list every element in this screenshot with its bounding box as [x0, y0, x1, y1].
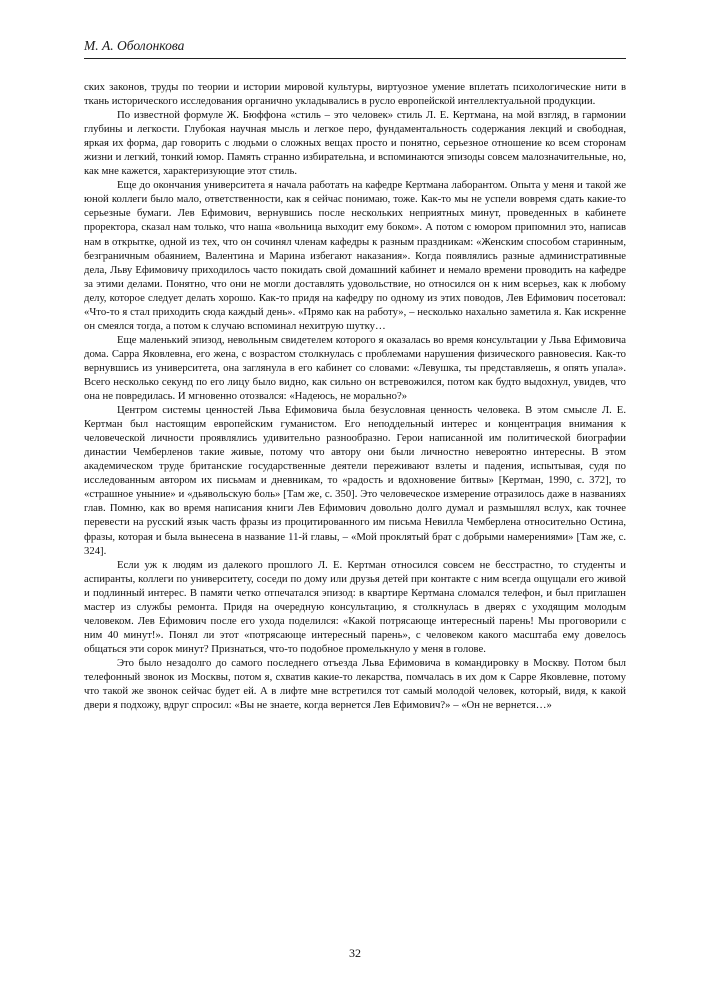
- paragraph: Если уж к людям из далекого прошлого Л. Е. Кертман относился совсем не бесстрастно, то студенты и аспиранты, коллеги по университету, соседи по дому или друзья детей при контакте с ним всегда ощущали его живой и подлинный интерес. В памяти четко отпечатался эпизод: в квартире Кертмана сломался телефон, и был приглашен мастер из службы ремонта. Придя на очередную консультацию, я столкнулась в дверях с уходящим молодым человеком. Лев Ефимович после его ухода поделился: «Какой потрясающе интересный парень! Мы проговорили с ним 40 минут!». Понял ли этот «потрясающе интересный парень», с человеком какого масштаба ему довелось общаться эти сорок минут? Признаться, что-то подобное промелькнуло у меня в голове.: [84, 558, 626, 655]
- running-head-author: М. А. Оболонкова: [84, 38, 185, 53]
- paragraph: Еще маленький эпизод, невольным свидетелем которого я оказалась во время консультации у Льва Ефимовича дома. Сарра Яковлевна, его жена, с возрастом столкнулась с проблемами нарушения физического равновесия. Как-то вернувшись из университета, она заглянула в его кабинет со словами: «Левушка, ты представляешь, я опять упала». Всего несколько секунд по его лицу было видно, как сильно он встревожился, потом как будто выдохнул, увидев, что она не повредилась. И мгновенно отозвался: «Надеюсь, не морально?»: [84, 333, 626, 403]
- header-rule: [84, 58, 626, 59]
- paragraph: Еще до окончания университета я начала работать на кафедре Кертмана лаборантом. Опыта у меня и такой же юной коллеги было мало, ответственности, как я сейчас понимаю, тоже. Как-то мы не успели вовремя сдать какие-то серьезные бумаги. Лев Ефимович, вернувшись после нескольких неприятных минут, проведенных в кабинете проректора, сказал нам только, что наша «вольница выходит ему боком». А потом с юмором припомнил это, написав нам в открытке, одной из тех, что он сочинял членам кафедры к разным праздникам: «Женским способом старинным, безграничным обаянием, Валентина и Марина избегают наказания». Когда появлялись разные административные дела, Льву Ефимовичу приходилось часто покидать свой домашний кабинет и немало времени проводить на кафедре за этими делами. Понятно, что они не могли доставлять удовольствие, но относился он к ним всерьез, как к любому делу, которое следует делать хорошо. Как-то придя на кафедру по одному из этих поводов, Лев Ефимович посетовал: «Что-то я стал приходить сюда каждый день». «Прямо как на работу», – несколько нахально заметила я. Как искренне он смеялся тогда, а потом к случаю вспоминал нехитрую шутку…: [84, 179, 626, 332]
- page-number: 32: [349, 946, 361, 960]
- paragraph-continuation: ских законов, труды по теории и истории мировой культуры, виртуозное умение вплетать психологические нити в ткань исторического исследования органично укладывались в русло европейской интеллектуальной продукции.: [84, 81, 626, 108]
- body-text: [84, 80, 626, 712]
- paragraph: По известной формуле Ж. Бюффона «стиль – это человек» стиль Л. Е. Кертмана, на мой взгляд, в гармонии глубины и легкости. Глубокая научная мысль и легкое перо, фундаментальность содержания лекций и свободная, яркая их форма, дар говорить с людьми о сложных вещах просто и понятно, серьезное отношение ко всем сторонам жизни и легкий, тонкий юмор. Память странно избирательна, и вспоминаются эпизоды совсем малозначительные, но, как мне кажется, характеризующие этот стиль.: [84, 109, 626, 178]
- paragraph: Это было незадолго до самого последнего отъезда Льва Ефимовича в командировку в Москву. Потом был телефонный звонок из Москвы, потом я, схватив какие-то лекарства, помчалась в их дом к Сарре Яковлевне, потому что такой же звонок сейчас будет ей. А в лифте мне встретился тот самый молодой человек, который, видя, к какой двери я подхожу, вдруг спросил: «Вы не знаете, когда вернется Лев Ефимович?» – «Он не вернется…»: [84, 656, 626, 712]
- paragraph: Центром системы ценностей Льва Ефимовича была безусловная ценность человека. В этом смысле Л. Е. Кертман был настоящим европейским гуманистом. Его неподдельный интерес и концентрация внимания к человеческой личности проявлялись удивительно разнообразно. Герои написанной им политической биографии династии Чемберленов такие живые, потому что автору они были личностно невероятно интересны. В этом академическом труде британские государственные деятели переживают взлеты и падения, испытывая, судя по исследованным автором их письмам и дневникам, то «радость и вдохновение битвы» [Кертман, 1990, с. 372], то «страшное уныние» и «дьявольскую боль» [Там же, с. 350]. Это человеческое измерение отразилось даже в названиях глав. Помню, как во время написания книги Лев Ефимович довольно долго думал и размышлял вслух, как точнее перевести на русский язык часть фразы из процитированного им письма Невилла Чемберлена относительно Остина, фразы, которая и была вынесена в название 11-й главы, – «Мой проклятый брат с добрыми намерениями» [Там же, с. 324].: [84, 404, 626, 557]
